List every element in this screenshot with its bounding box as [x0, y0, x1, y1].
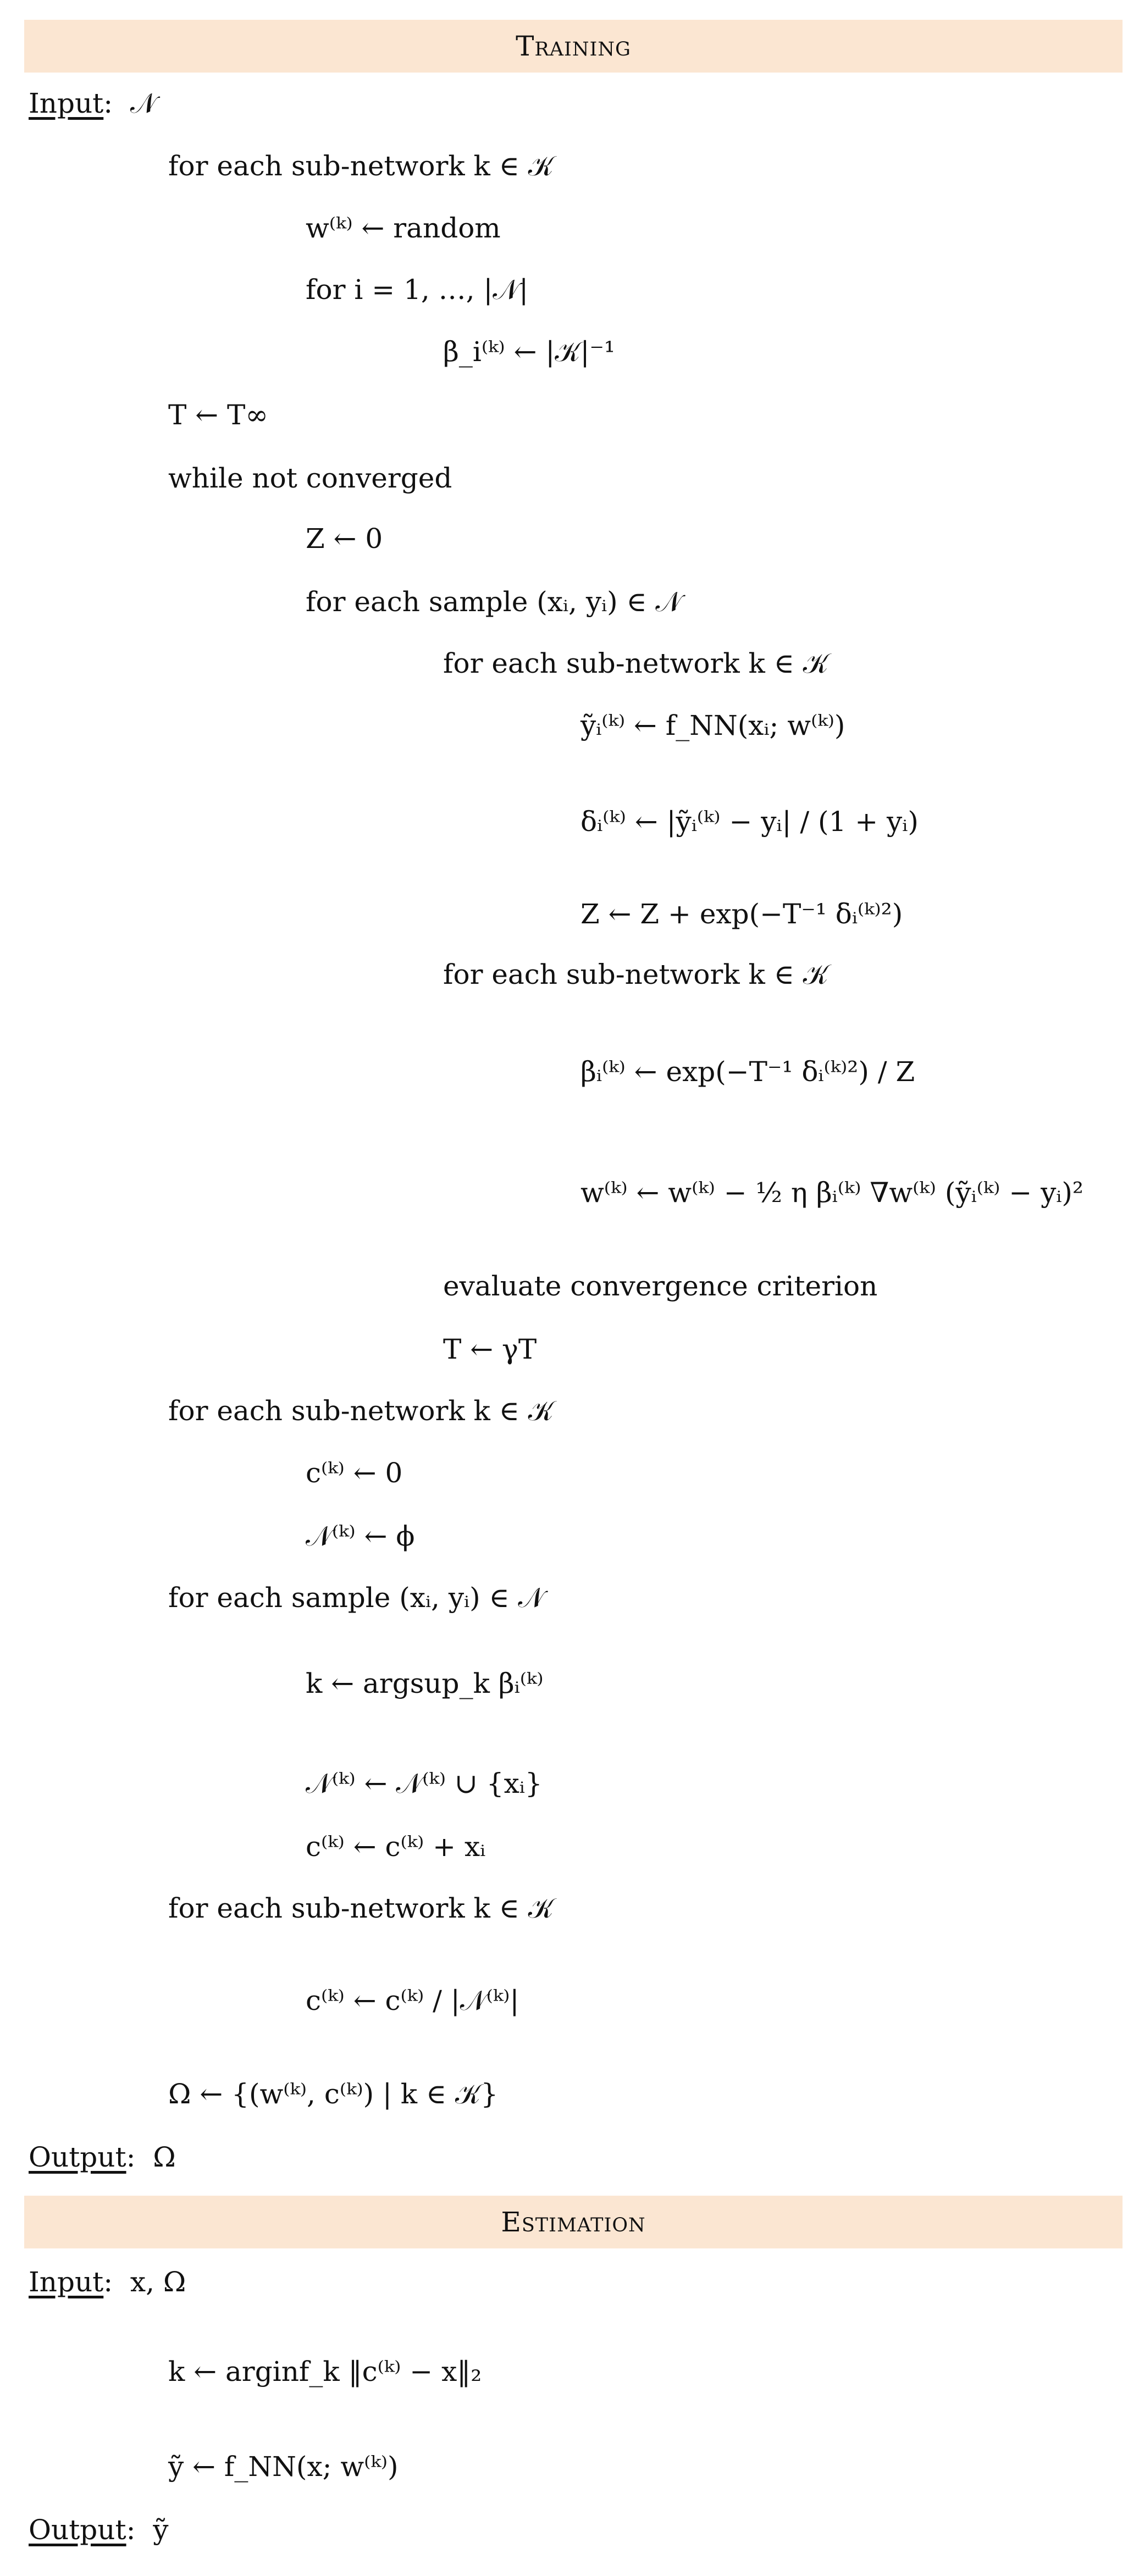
algorithm-line: for each sub-network k ∈ 𝒦	[443, 647, 829, 679]
algorithm-line: for each sample (xᵢ, yᵢ) ∈ 𝒩	[306, 586, 682, 618]
training-output-label: Output	[29, 2141, 126, 2173]
estimation-output-value: ỹ	[153, 2514, 169, 2546]
estimation-input-label: Input	[29, 2266, 104, 2298]
algorithm-line: c⁽ᵏ⁾ ← 0	[306, 1457, 403, 1489]
algorithm-line: Z ← Z + exp(−T⁻¹ δᵢ⁽ᵏ⁾²)	[580, 898, 903, 930]
training-input-label: Input	[29, 87, 104, 119]
algorithm-line: k ← argsup_k βᵢ⁽ᵏ⁾	[306, 1668, 544, 1699]
algorithm-line: for each sub-network k ∈ 𝒦	[168, 1892, 554, 1924]
algorithm-line: Ω ← {(w⁽ᵏ⁾, c⁽ᵏ⁾) | k ∈ 𝒦}	[168, 2078, 499, 2110]
algorithm-line: while not converged	[168, 462, 452, 494]
algorithm-line: β_i⁽ᵏ⁾ ← |𝒦|⁻¹	[443, 336, 615, 368]
training-header	[24, 20, 1123, 73]
algorithm-line: βᵢ⁽ᵏ⁾ ← exp(−T⁻¹ δᵢ⁽ᵏ⁾²) / Z	[580, 1056, 915, 1088]
algorithm-line: Z ← 0	[306, 523, 383, 555]
algorithm-line: evaluate convergence criterion	[443, 1270, 878, 1302]
algorithm-line: w⁽ᵏ⁾ ← random	[306, 212, 501, 244]
algorithm-line: ỹᵢ⁽ᵏ⁾ ← f_NN(xᵢ; w⁽ᵏ⁾)	[580, 710, 845, 741]
estimation-title: Estimation	[501, 2206, 646, 2238]
algorithm-line: for each sub-network k ∈ 𝒦	[168, 1395, 554, 1427]
estimation-output-label: Output	[29, 2514, 126, 2546]
algorithm-line: T ← T∞	[168, 399, 269, 431]
algorithm-line: for each sub-network k ∈ 𝒦	[168, 150, 554, 182]
algorithm-line: 𝒩⁽ᵏ⁾ ← 𝒩⁽ᵏ⁾ ∪ {xᵢ}	[306, 1768, 543, 1799]
algorithm-line: δᵢ⁽ᵏ⁾ ← |ỹᵢ⁽ᵏ⁾ − yᵢ| / (1 + yᵢ)	[580, 806, 919, 838]
algorithm-line: T ← γT	[443, 1333, 537, 1365]
training-input-value: 𝒩	[130, 87, 157, 119]
algorithm-line: for each sub-network k ∈ 𝒦	[443, 959, 829, 990]
algorithm-line: c⁽ᵏ⁾ ← c⁽ᵏ⁾ / |𝒩⁽ᵏ⁾|	[306, 1985, 519, 2017]
training-output-line: Output: Ω	[29, 2141, 176, 2173]
estimation-input-value: x, Ω	[130, 2266, 186, 2298]
training-title: Training	[516, 30, 631, 62]
estimation-input-line: Input: x, Ω	[29, 2266, 186, 2298]
algorithm-line: c⁽ᵏ⁾ ← c⁽ᵏ⁾ + xᵢ	[306, 1831, 486, 1863]
estimation-header	[24, 2196, 1123, 2248]
algorithm-line: for each sample (xᵢ, yᵢ) ∈ 𝒩	[168, 1582, 545, 1614]
training-input-line: Input: 𝒩	[29, 87, 157, 119]
estimation-output-line: Output: ỹ	[29, 2514, 169, 2546]
algorithm-line: 𝒩⁽ᵏ⁾ ← ϕ	[306, 1520, 415, 1552]
algorithm-line: k ← arginf_k ‖c⁽ᵏ⁾ − x‖₂	[168, 2356, 482, 2387]
training-output-value: Ω	[153, 2141, 176, 2173]
algorithm-line: ỹ ← f_NN(x; w⁽ᵏ⁾)	[168, 2451, 399, 2483]
algorithm-line: w⁽ᵏ⁾ ← w⁽ᵏ⁾ − ½ η βᵢ⁽ᵏ⁾ ∇w⁽ᵏ⁾ (ỹᵢ⁽ᵏ⁾ − yᵢ)²	[580, 1177, 1083, 1209]
algorithm-line: for i = 1, …, |𝒩|	[306, 274, 529, 306]
